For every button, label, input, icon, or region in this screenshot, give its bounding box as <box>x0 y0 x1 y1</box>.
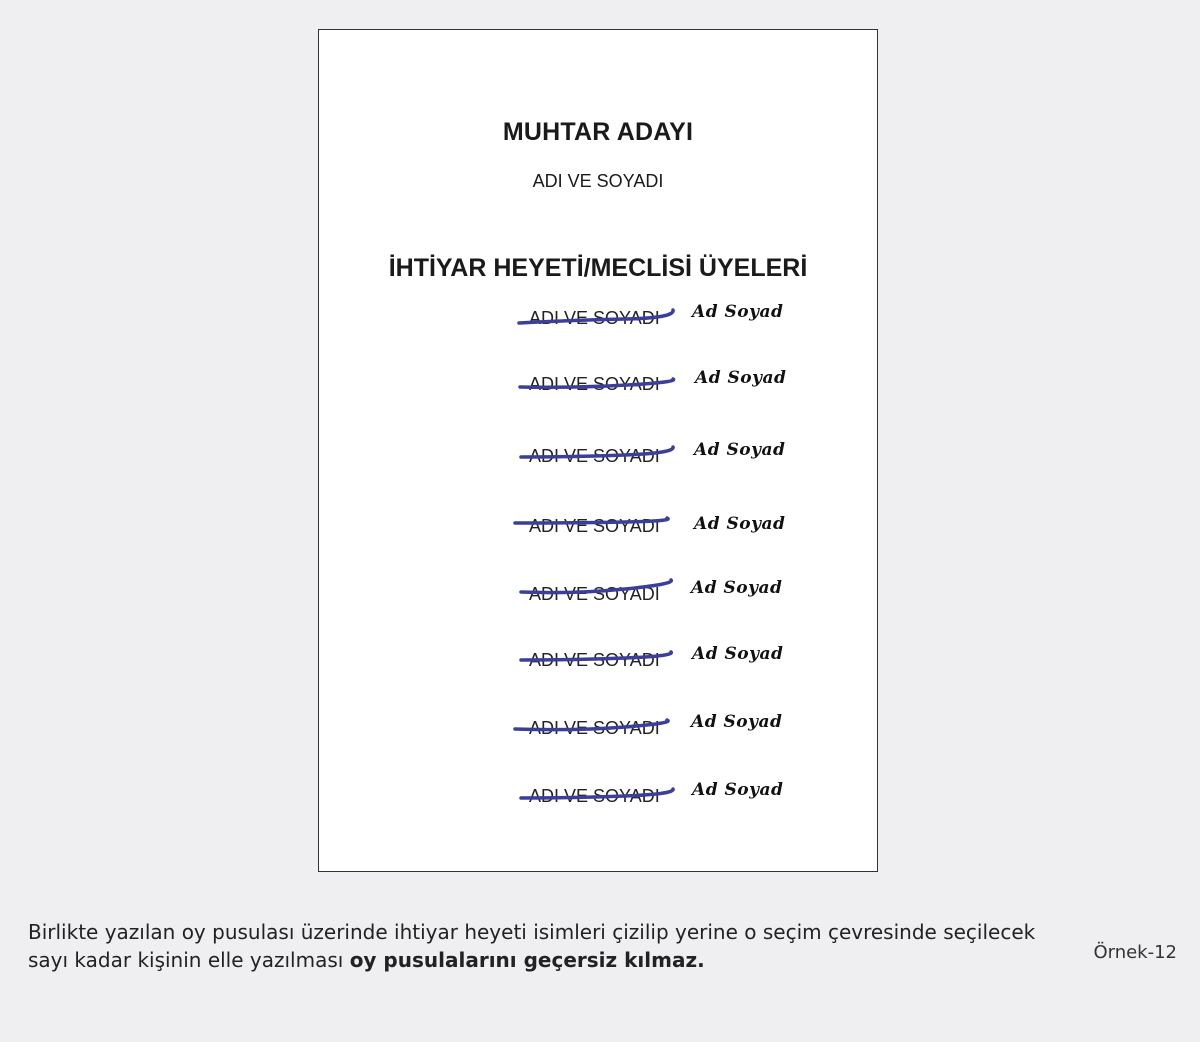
strike-through-mark <box>515 578 679 608</box>
strike-through-mark <box>515 440 679 470</box>
strike-through-mark <box>515 368 679 398</box>
handwritten-member-name: Ad Soyad <box>692 302 784 322</box>
printed-member-name: ADI VE SOYADI <box>529 308 660 328</box>
caption <box>28 918 1038 974</box>
handwritten-member-name: Ad Soyad <box>694 514 786 534</box>
member-row <box>319 302 877 342</box>
handwritten-member-name: Ad Soyad <box>691 712 783 732</box>
printed-member-name: ADI VE SOYADI <box>529 446 660 466</box>
member-row <box>319 578 877 618</box>
printed-member-name: ADI VE SOYADI <box>529 374 660 394</box>
strike-through-mark <box>515 780 679 810</box>
printed-member-name: ADI VE SOYADI <box>529 718 660 738</box>
member-row <box>319 368 877 408</box>
member-row <box>319 510 877 550</box>
member-row <box>319 712 877 752</box>
strike-through-mark <box>515 510 679 540</box>
handwritten-member-name: Ad Soyad <box>692 644 784 664</box>
caption-line-2-plain: sayı kadar kişinin elle yazılması <box>28 948 350 972</box>
strike-through-mark <box>515 712 679 742</box>
printed-member-name: ADI VE SOYADI <box>529 650 660 670</box>
handwritten-member-name: Ad Soyad <box>694 440 786 460</box>
printed-member-name: ADI VE SOYADI <box>529 516 660 536</box>
ballot-title: MUHTAR ADAYI <box>502 118 694 146</box>
ballot-paper <box>318 29 878 872</box>
strike-through-mark <box>515 302 679 332</box>
caption-line-2-bold: oy pusulalarını geçersiz kılmaz. <box>349 948 705 972</box>
strike-through-mark <box>515 644 679 674</box>
handwritten-member-name: Ad Soyad <box>691 578 783 598</box>
member-row <box>319 440 877 480</box>
ballot-subtitle: ADI VE SOYADI <box>532 171 664 191</box>
printed-member-name: ADI VE SOYADI <box>529 786 660 806</box>
caption-line-1: Birlikte yazılan oy pusulası üzerinde ihtiyar heyeti isimleri çizilip yerine o seçim çevresinde seçilecek <box>28 920 1036 944</box>
handwritten-member-name: Ad Soyad <box>695 368 787 388</box>
caption-line-2 <box>28 946 1038 974</box>
example-label: Örnek-12 <box>1093 942 1177 963</box>
handwritten-member-name: Ad Soyad <box>692 780 784 800</box>
members-heading: İHTİYAR HEYETİ/MECLİSİ ÜYELERİ <box>388 254 808 282</box>
member-row <box>319 780 877 820</box>
member-row <box>319 644 877 684</box>
printed-member-name: ADI VE SOYADI <box>529 584 660 604</box>
